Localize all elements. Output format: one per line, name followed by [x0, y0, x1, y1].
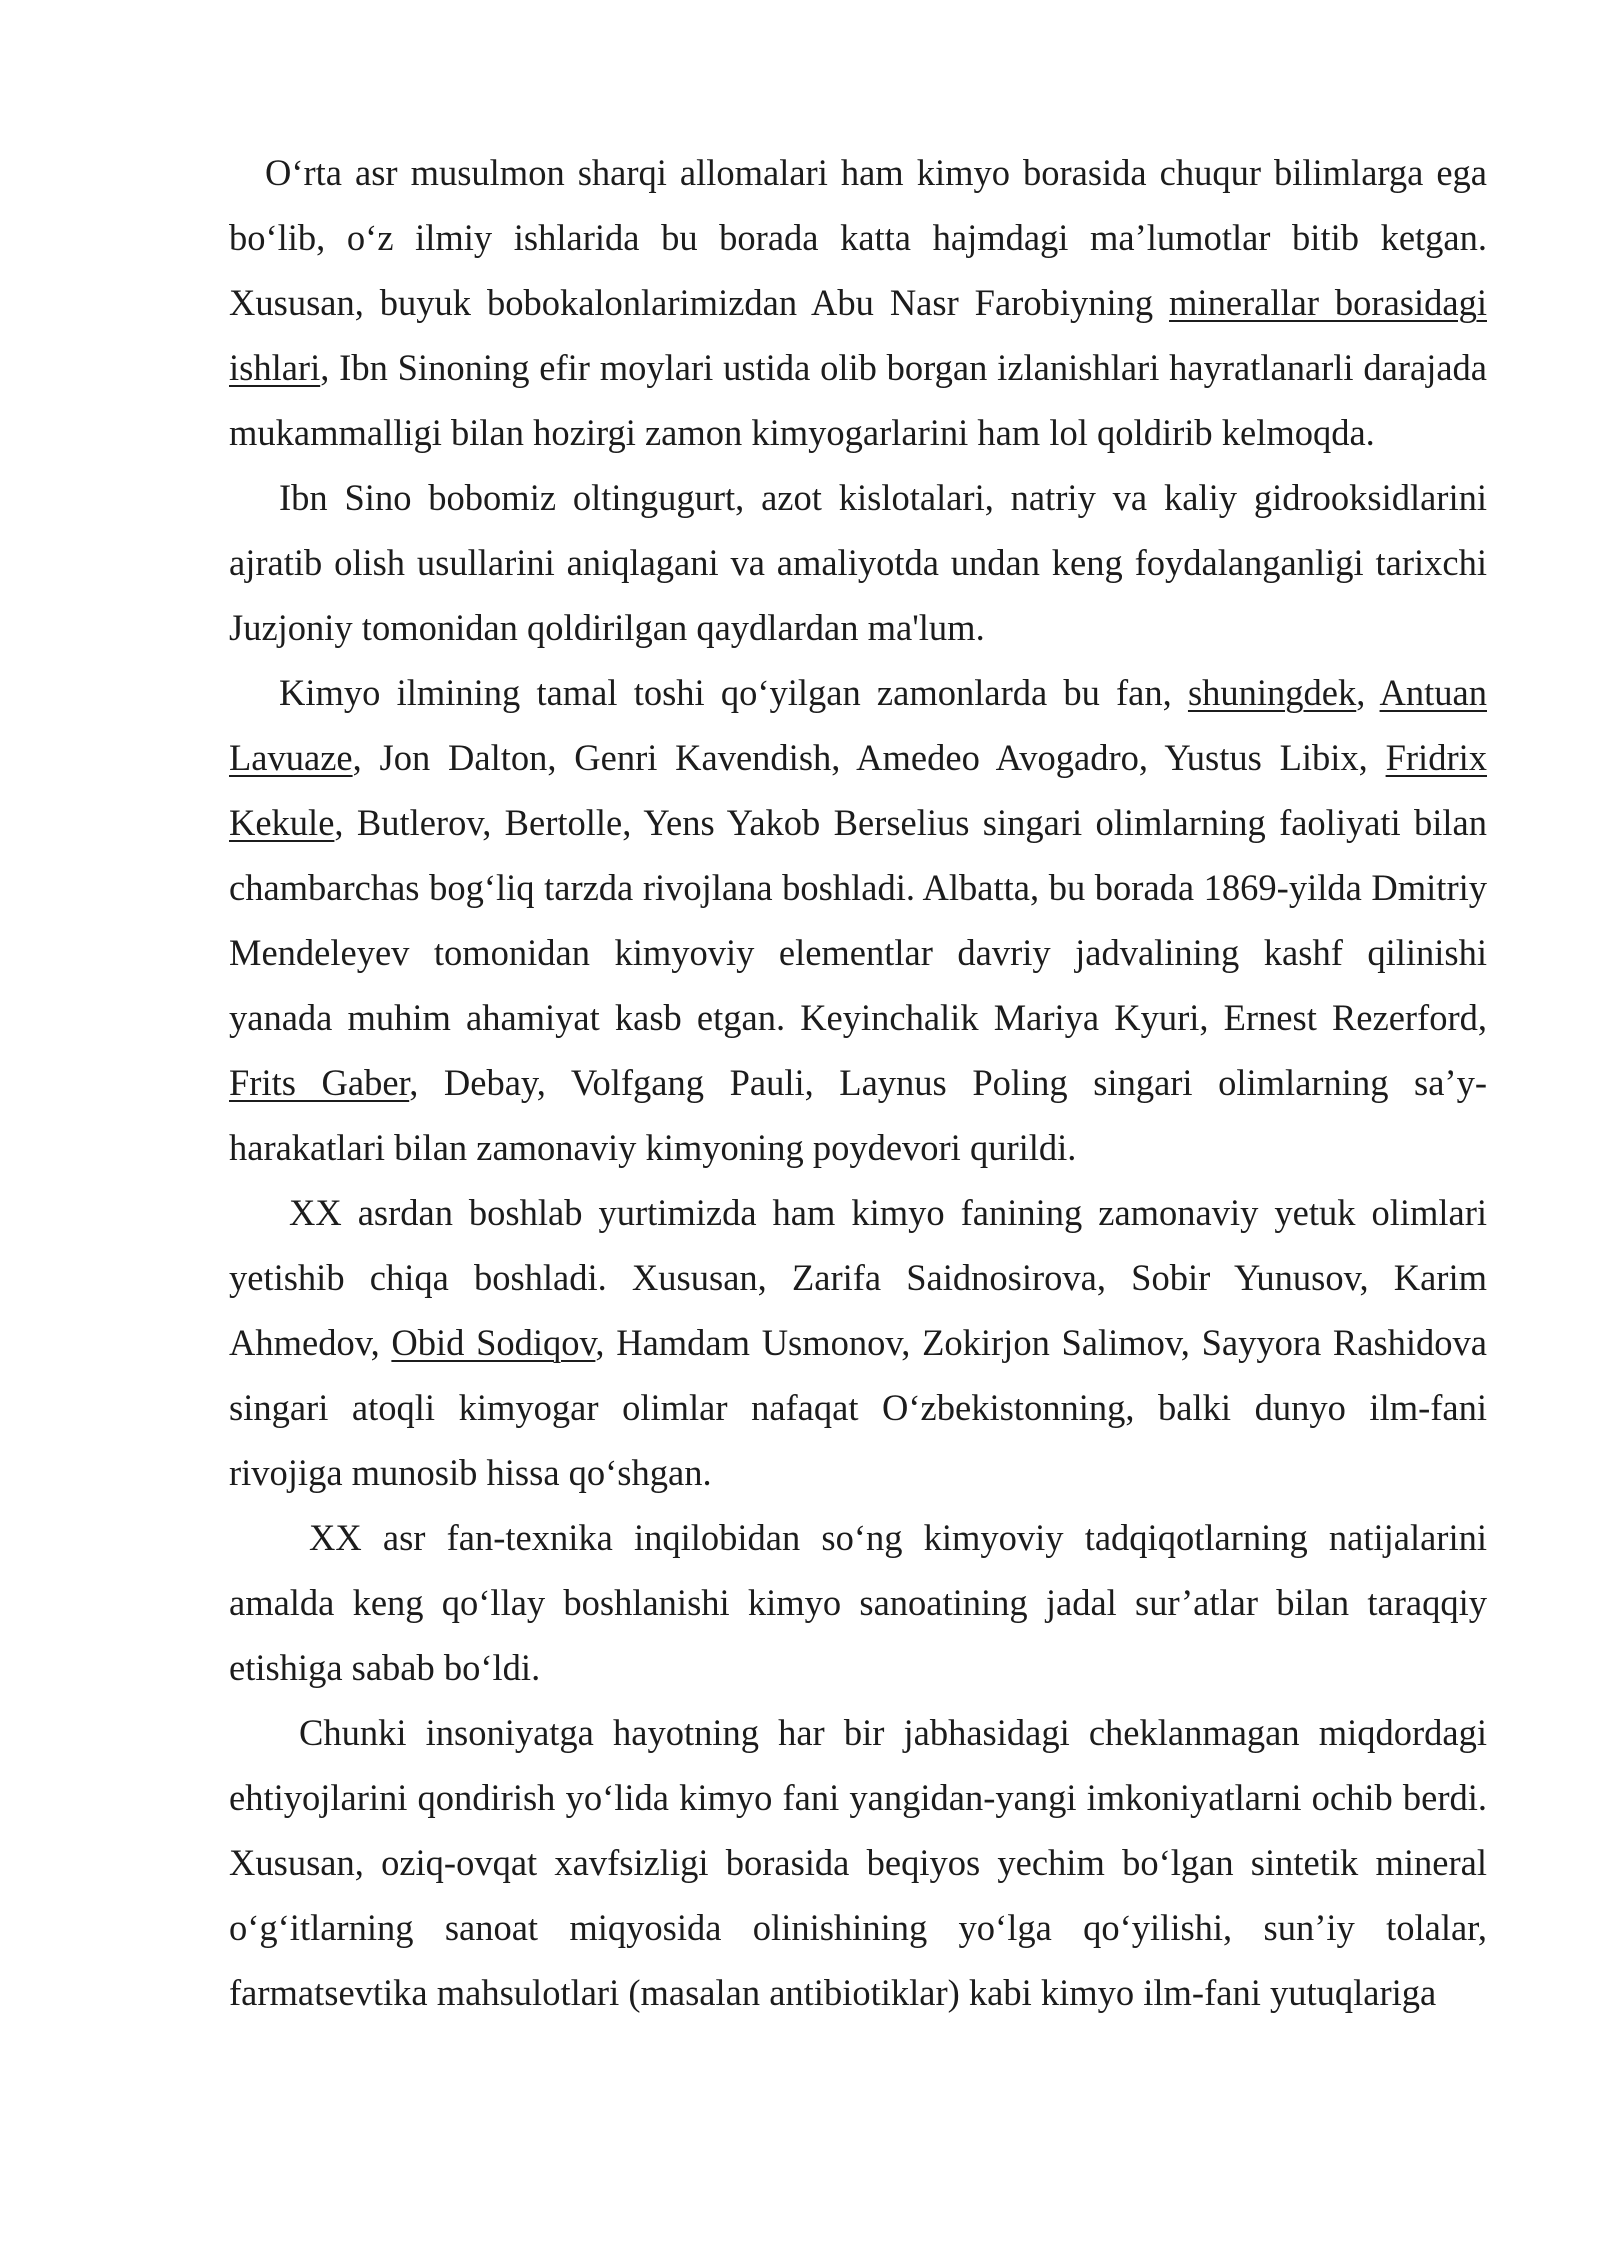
paragraph — [229, 660, 1487, 1180]
hyperlink[interactable]: Obid Sodiqov — [391, 1322, 596, 1363]
hyperlink[interactable]: Antuan Lavuaze — [229, 672, 1487, 778]
hyperlink[interactable]: Frits Gaber — [229, 1062, 410, 1103]
paragraph-text: , Butlerov, Bertolle, Yens Yakob Berselius singari olimlarning faoliyati bilan chambarchas bog‘liq tarzda rivojlana boshladi. Albatta, bu borada 1869-yilda Dmitriy Mendeleyev tomonidan kimyoviy elementlar davriy jadvalining kashf qilinishi yanada muhim ahamiyat kasb etgan. Keyinchalik Mariya Kyuri, Ernest Rezerford, — [229, 802, 1487, 1038]
paragraph — [229, 465, 1487, 660]
paragraph-text: , Jon Dalton, Genri Kavendish, Amedeo Avogadro, Yustus Libix, — [352, 737, 1386, 778]
paragraph-text: Ibn Sino bobomiz oltingugurt, azot kislotalari, natriy va kaliy gidrooksidlarini ajratib olish usullarini aniqlagani va amaliyotda undan keng foydalanganligi tarixchi Juzjoniy tomonidan qoldirilgan qaydlardan ma'lum. — [229, 477, 1487, 648]
paragraph — [229, 1180, 1487, 1505]
paragraph — [229, 1505, 1487, 1700]
paragraph — [229, 140, 1487, 465]
hyperlink[interactable]: Fridrix Kekule — [229, 737, 1487, 843]
paragraph-text: Chunki insoniyatga hayotning har bir jabhasidagi cheklanmagan miqdordagi ehtiyojlarini qondirish yo‘lida kimyo fani yangidan-yangi imkoniyatlarni ochib berdi. Xususan, oziq-ovqat xavfsizligi borasida beqiyos yechim bo‘lgan sintetik mineral o‘g‘itlarning sanoat miqyosida olinishining yo‘lga qo‘yilishi, sun’iy tolalar, farmatsevtika mahsulotlari (masalan antibiotiklar) kabi kimyo ilm-fani yutuqlariga — [229, 1712, 1487, 2013]
paragraph-text: , Ibn Sinoning efir moylari ustida olib borgan izlanishlari hayratlanarli darajada mukammalligi bilan hozirgi zamon kimyogarlarini ham lol qoldirib kelmoqda. — [229, 347, 1487, 453]
hyperlink[interactable]: minerallar borasidagi ishlari — [229, 282, 1487, 388]
paragraph-text: Kimyo ilmining tamal toshi qo‘yilgan zamonlarda bu fan, — [279, 672, 1188, 713]
paragraph-text: , Hamdam Usmonov, Zokirjon Salimov, Sayyora Rashidova singari atoqli kimyogar olimlar nafaqat O‘zbekistonning, balki dunyo ilm-fani rivojiga munosib hissa qo‘shgan. — [229, 1322, 1487, 1493]
paragraph-text: , Debay, Volfgang Pauli, Laynus Poling singari olimlarning sa’y-harakatlari bilan zamonaviy kimyoning poydevori qurildi. — [229, 1062, 1487, 1168]
paragraph-text: XX asrdan boshlab yurtimizda ham kimyo fanining zamonaviy yetuk olimlari yetishib chiqa boshladi. Xususan, Zarifa Saidnosirova, Sobir Yunusov, Karim Ahmedov, — [229, 1192, 1487, 1363]
hyperlink[interactable]: shuningdek — [1187, 672, 1357, 713]
document-page — [229, 140, 1487, 2025]
paragraph-text: XX asr fan-texnika inqilobidan so‘ng kimyoviy tadqiqotlarning natijalarini amalda keng qo‘llay boshlanishi kimyo sanoatining jadal sur’atlar bilan taraqqiy etishiga sabab bo‘ldi. — [229, 1517, 1487, 1688]
paragraph-text: O‘rta asr musulmon sharqi allomalari ham kimyo borasida chuqur bilimlarga ega bo‘lib, o‘z ilmiy ishlarida bu borada katta hajmdagi ma’lumotlar bitib ketgan. Xususan, buyuk bobokalonlarimizdan Abu Nasr Farobiyning — [229, 152, 1487, 323]
paragraph — [229, 1700, 1487, 2025]
paragraph-text: , — [1356, 672, 1380, 713]
